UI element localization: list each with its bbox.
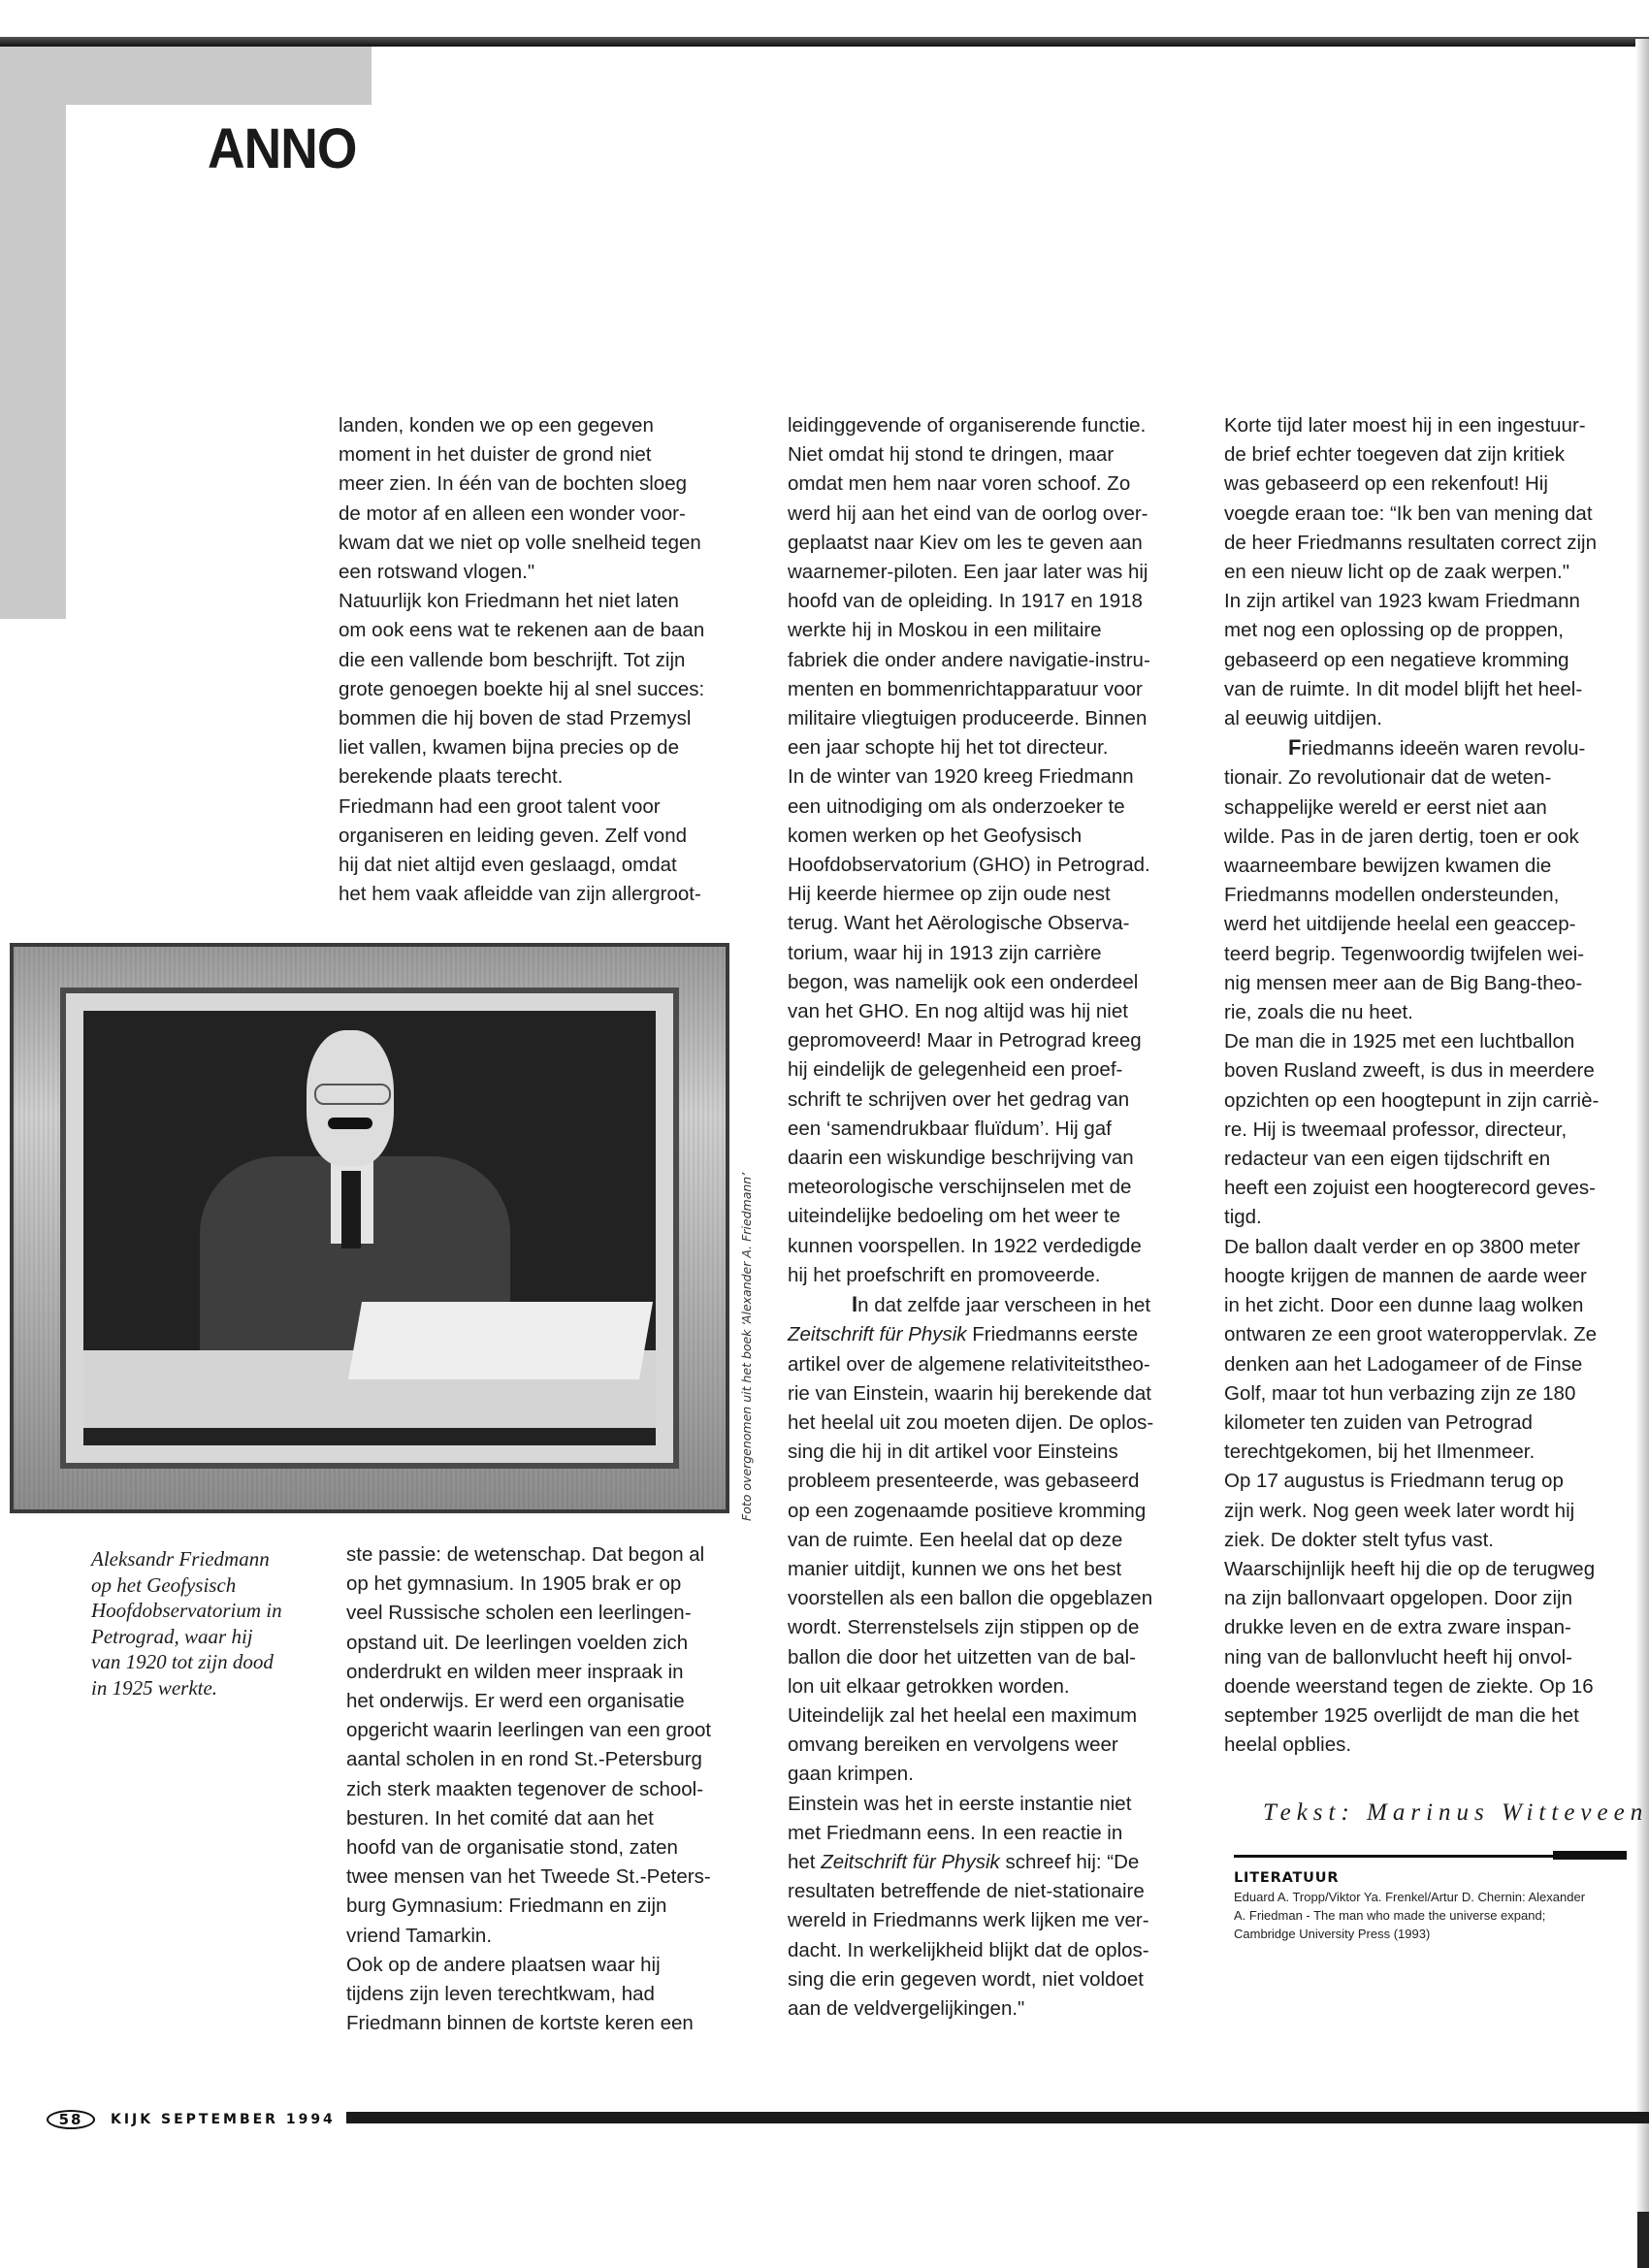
- text-line: hij dat niet altijd even geslaagd, omdat: [339, 854, 677, 877]
- text-line: denken aan het Ladogameer of de Finse: [1224, 1352, 1583, 1376]
- text-line: tionair. Zo revolutionair dat de weten-: [1224, 766, 1552, 790]
- text-line: resultaten betreffende de niet-stationaire: [788, 1880, 1145, 1903]
- text-line: twee mensen van het Tweede St.-Peters-: [346, 1865, 711, 1889]
- text-line: opgericht waarin leerlingen van een groot: [346, 1719, 712, 1742]
- text-line: gaan krimpen.: [788, 1763, 914, 1786]
- text-line: kunnen voorspellen. In 1922 verdedigde: [788, 1234, 1142, 1257]
- column-1-bottom: [346, 1540, 754, 2038]
- text-line: september 1925 overlijdt de man die het: [1224, 1703, 1579, 1727]
- text-line: probleem presenteerde, was gebaseerd: [788, 1470, 1140, 1493]
- text-line: schrift te schrijven over het gedrag van: [788, 1087, 1130, 1111]
- text-line: Friedmanns eerste: [966, 1323, 1139, 1346]
- text-line: leidinggevende of organiserende functie.: [788, 414, 1147, 437]
- text-line: De man die in 1925 met een luchtballon: [1224, 1030, 1575, 1053]
- text-line: organiseren en leiding geven. Zelf vond: [339, 824, 687, 847]
- text-line: sing die erin gegeven wordt, niet voldoet: [788, 1967, 1144, 1991]
- grey-decor-band-top: [0, 47, 372, 105]
- text-line: waarneembare bewijzen kwamen die: [1224, 855, 1552, 878]
- text-line: moment in het duister de grond niet: [339, 443, 652, 467]
- text-line: met nog een oplossing op de proppen,: [1224, 619, 1564, 642]
- text-line: en een nieuw licht op de zaak werpen.": [1224, 561, 1570, 584]
- photo-credit: Foto overgenomen uit het boek ‘Alexander A. Friedmann’: [739, 1172, 754, 1521]
- text-line: schappelijke wereld er eerst niet aan: [1224, 795, 1547, 819]
- text-line: werkte hij in Moskou in een militaire: [788, 619, 1102, 642]
- text-line: rie, zoals die nu heet.: [1224, 1001, 1413, 1024]
- text-line: gebaseerd op een negatieve kromming: [1224, 648, 1569, 671]
- text-line: In de winter van 1920 kreeg Friedmann: [788, 765, 1134, 789]
- text-line: Friedmann binnen de kortste keren een: [346, 2012, 694, 2035]
- text-line: Friedmanns modellen ondersteunden,: [1224, 884, 1560, 907]
- text-line: wordt. Sterrenstelsels zijn stippen op de: [788, 1616, 1140, 1639]
- text-line: manier uitdijt, kunnen we ons het best: [788, 1557, 1122, 1580]
- text-line: berekende plaats terecht.: [339, 765, 564, 789]
- text-line: sing die hij in dit artikel voor Einsteins: [788, 1441, 1118, 1464]
- journal-line-2: [788, 1848, 1195, 1877]
- text-line: burg Gymnasium: Friedmann en zijn: [346, 1895, 667, 1918]
- text-line: nig mensen meer aan de Big Bang-theo-: [1224, 971, 1583, 994]
- page-number: 58: [47, 2110, 95, 2129]
- text-line: onderdrukt en wilden meer inspraak in: [346, 1660, 684, 1683]
- literature-reference: [1234, 1888, 1585, 1943]
- text-line: hoofd van de opleiding. In 1917 en 1918: [788, 590, 1143, 613]
- text-line: Hoofdobservatorium (GHO) in Petrograd.: [788, 854, 1150, 877]
- text-line: aan de veldvergelijkingen.": [788, 1996, 1025, 2020]
- text-line: torium, waar hij in 1913 zijn carrière: [788, 941, 1102, 964]
- text-line: van het GHO. En nog altijd was hij niet: [788, 1000, 1128, 1023]
- text-line: komen werken op het Geofysisch: [788, 824, 1083, 847]
- text-line: besturen. In het comité dat aan het: [346, 1806, 654, 1830]
- text-line: Hij keerde hiermee op zijn oude nest: [788, 883, 1111, 906]
- text-line: een jaar schopte hij het tot directeur.: [788, 736, 1109, 760]
- text-line: opzichten op een hoogtepunt in zijn carriè-: [1224, 1088, 1600, 1112]
- text-line: artikel over de algemene relativiteitstheo-: [788, 1352, 1150, 1376]
- frame-inner: [60, 988, 679, 1469]
- caption-line: op het Geofysisch: [91, 1572, 237, 1597]
- footer-bar: [346, 2112, 1649, 2123]
- text-line: Einstein was het in eerste instantie niet: [788, 1792, 1132, 1815]
- text-line: Golf, maar tot hun verbazing zijn ze 180: [1224, 1381, 1576, 1405]
- text-line: n dat zelfde jaar verscheen in het: [857, 1294, 1151, 1317]
- text-line: tijdens zijn leven terechtkwam, had: [346, 1983, 655, 2006]
- journal-title: Zeitschrift für Physik: [788, 1323, 967, 1346]
- text-line: landen, konden we op een gegeven: [339, 414, 654, 437]
- text-line: veel Russische scholen een leerlingen-: [346, 1602, 692, 1625]
- text-line: een rotswand vlogen.": [339, 561, 535, 584]
- text-line: kwam dat we niet op volle snelheid tegen: [339, 531, 701, 554]
- text-line: op het gymnasium. In 1905 brak er op: [346, 1572, 682, 1596]
- magazine-issue: KIJK SEPTEMBER 1994: [111, 2112, 336, 2127]
- caption-line: Hoofdobservatorium in: [91, 1599, 282, 1622]
- text-line: omdat men hem naar voren schoof. Zo: [788, 472, 1131, 496]
- text-line: wereld in Friedmanns werk lijken me ver-: [788, 1909, 1149, 1932]
- text-line: menten en bommenrichtapparatuur voor: [788, 677, 1143, 700]
- text-line: begon, was namelijk ook een onderdeel: [788, 970, 1139, 993]
- text-line: in het zicht. Door een dunne laag wolken: [1224, 1294, 1584, 1317]
- literature-line: Eduard A. Tropp/Viktor Ya. Frenkel/Artur D. Chernin: Alexander: [1234, 1890, 1586, 1904]
- column-2: [788, 411, 1195, 2024]
- text-line: ballon die door het uitzetten van de bal-: [788, 1645, 1137, 1669]
- text-line: Korte tijd later moest hij in een ingestuur-: [1224, 414, 1586, 437]
- caption-line: Aleksandr Friedmann: [91, 1547, 270, 1571]
- text-line: ontwaren ze een groot wateroppervlak. Ze: [1224, 1323, 1598, 1346]
- text-line: opstand uit. De leerlingen voelden zich: [346, 1631, 689, 1654]
- text-line: teerd begrip. Tegenwoordig twijfelen wei-: [1224, 942, 1585, 965]
- text-line: fabriek die onder andere navigatie-instru-: [788, 648, 1150, 671]
- text-line: van de ruimte. In dit model blijft het heel-: [1224, 677, 1583, 700]
- text-line: lon uit elkaar getrokken worden.: [788, 1674, 1070, 1698]
- text-line: ziek. De dokter stelt tyfus vast.: [1224, 1528, 1494, 1551]
- text-line: het: [788, 1850, 822, 1873]
- text-line: voorstellen als een ballon die opgeblazen: [788, 1587, 1153, 1610]
- literature-line: Cambridge University Press (1993): [1234, 1927, 1431, 1941]
- grey-decor-band-left: [0, 105, 66, 619]
- text-line: De ballon daalt verder en op 3800 meter: [1224, 1235, 1580, 1258]
- photo-figure-glasses: [314, 1084, 391, 1105]
- section-title: ANNO: [208, 117, 357, 180]
- text-line: vriend Tamarkin.: [346, 1924, 493, 1947]
- text-line: met Friedmann eens. In een reactie in: [788, 1821, 1123, 1844]
- text-line: was gebaseerd op een rekenfout! Hij: [1224, 472, 1548, 496]
- text-line: het heelal uit zou moeten dijen. De oplos-: [788, 1410, 1154, 1434]
- text-line: meer zien. In één van de bochten sloeg: [339, 472, 687, 496]
- text-line: terug. Want het Aërologische Observa-: [788, 912, 1130, 935]
- column-1-top: [339, 411, 746, 909]
- text-line: al eeuwig uitdijen.: [1224, 707, 1382, 730]
- text-line: een uitnodiging om als onderzoeker te: [788, 794, 1125, 818]
- text-line: voegde eraan toe: “Ik ben van mening dat: [1224, 502, 1593, 525]
- literature-rule-accent: [1553, 1851, 1627, 1860]
- caption-line: van 1920 tot zijn dood: [91, 1650, 274, 1673]
- text-line: om ook eens wat te rekenen aan de baan: [339, 619, 705, 642]
- text-line: het onderwijs. Er werd een organisatie: [346, 1690, 685, 1713]
- text-line: Waarschijnlijk heeft hij die op de terugweg: [1224, 1557, 1596, 1580]
- text-line: hij het proefschrift en promoveerde.: [788, 1263, 1101, 1286]
- text-line: doende weerstand tegen de ziekte. Op 16: [1224, 1674, 1594, 1698]
- column-3: [1224, 411, 1632, 1760]
- text-line: militaire vliegtuigen produceerde. Binnen: [788, 707, 1148, 730]
- dropcap: I: [852, 1292, 858, 1317]
- text-line: het hem vaak afleidde van zijn allergroot-: [339, 883, 701, 906]
- text-line: Ook op de andere plaatsen waar hij: [346, 1953, 661, 1976]
- text-line: op een zogenaamde positieve kromming: [788, 1499, 1147, 1522]
- dropcap: F: [1288, 735, 1302, 761]
- text-line: zich sterk maakten tegenover de school-: [346, 1777, 704, 1800]
- text-line: tigd.: [1224, 1206, 1262, 1229]
- literature-line: A. Friedman - The man who made the universe expand;: [1234, 1908, 1546, 1923]
- text-line: Uiteindelijk zal het heelal een maximum: [788, 1703, 1138, 1727]
- text-line: Natuurlijk kon Friedmann het niet laten: [339, 590, 679, 613]
- text-line: terechtgekomen, bij het Ilmenmeer.: [1224, 1441, 1536, 1464]
- text-line: riedmanns ideeën waren revolu-: [1301, 737, 1586, 761]
- text-line: dacht. In werkelijkheid blijkt dat de oplos-: [788, 1938, 1149, 1961]
- paragraph-dropcap-line: [1224, 733, 1632, 763]
- text-line: werd hij aan het eind van de oorlog over-: [788, 502, 1148, 525]
- text-line: re. Hij is tweemaal professor, directeur,: [1224, 1118, 1568, 1141]
- top-rule: [0, 37, 1649, 47]
- text-line: gepromoveerd! Maar in Petrograd kreeg: [788, 1029, 1142, 1053]
- text-line: Friedmann had een groot talent voor: [339, 794, 661, 818]
- text-line: uiteindelijke bedoeling om het weer te: [788, 1205, 1121, 1228]
- text-line: de brief echter toegeven dat zijn kritiek: [1224, 443, 1565, 467]
- text-line: waarnemer-piloten. Een jaar later was hij: [788, 561, 1148, 584]
- caption-line: in 1925 werkte.: [91, 1675, 218, 1700]
- text-line: hoofd van de organisatie stond, zaten: [346, 1836, 678, 1860]
- text-line: Niet omdat hij stond te dringen, maar: [788, 443, 1115, 467]
- text-line: heeft een zojuist een hoogterecord geves-: [1224, 1177, 1596, 1200]
- portrait-photo: [83, 1011, 656, 1445]
- page-edge-dark: [1637, 2212, 1649, 2268]
- text-line: zijn werk. Nog geen week later wordt hij: [1224, 1499, 1575, 1522]
- text-line: omvang bereiken en vervolgens weer: [788, 1733, 1118, 1757]
- portrait-photo-frame: [10, 943, 729, 1513]
- text-line: redacteur van een eigen tijdschrift en: [1224, 1148, 1551, 1171]
- photo-papers: [348, 1302, 653, 1379]
- text-line: ning van de ballonvlucht heeft hij onvol-: [1224, 1645, 1572, 1669]
- photo-figure-moustache: [328, 1118, 372, 1129]
- paragraph-dropcap-line: [788, 1290, 1195, 1320]
- text-line: ste passie: de wetenschap. Dat begon al: [346, 1543, 705, 1566]
- text-line: drukke leven en de extra zware inspan-: [1224, 1616, 1571, 1639]
- text-line: boven Rusland zweeft, is dus in meerdere: [1224, 1059, 1595, 1083]
- author-signature: Tekst: Marinus Witteveen: [1263, 1799, 1649, 1826]
- text-line: na zijn ballonvaart opgelopen. Door zijn: [1224, 1587, 1572, 1610]
- text-line: aantal scholen in en rond St.-Petersburg: [346, 1748, 702, 1771]
- text-line: kilometer ten zuiden van Petrograd: [1224, 1410, 1533, 1434]
- text-line: bommen die hij boven de stad Przemysl: [339, 707, 692, 730]
- page-edge-shadow: [1635, 39, 1649, 2268]
- text-line: de motor af en alleen een wonder voor-: [339, 502, 686, 525]
- journal-title: Zeitschrift für Physik: [821, 1850, 1000, 1873]
- text-line: meteorologische verschijnselen met de: [788, 1176, 1132, 1199]
- photo-caption: [91, 1546, 282, 1701]
- text-line: wilde. Pas in de jaren dertig, toen er ook: [1224, 825, 1579, 848]
- text-line: rie van Einstein, waarin hij berekende dat: [788, 1381, 1151, 1405]
- text-line: heelal opblies.: [1224, 1733, 1352, 1757]
- photo-figure-tie: [341, 1171, 361, 1248]
- text-line: de heer Friedmanns resultaten correct zijn: [1224, 531, 1597, 554]
- page-footer: [47, 2107, 336, 2132]
- text-line: schreef hij: “De: [999, 1850, 1140, 1873]
- text-line: daarin een wiskundige beschrijving van: [788, 1147, 1134, 1170]
- text-line: In zijn artikel van 1923 kwam Friedmann: [1224, 590, 1580, 613]
- text-line: hij eindelijk de gelegenheid een proef-: [788, 1058, 1123, 1082]
- text-line: van de ruimte. Een heelal dat op deze: [788, 1528, 1123, 1551]
- text-line: grote genoegen boekte hij al snel succes:: [339, 677, 705, 700]
- text-line: hoogte krijgen de mannen de aarde weer: [1224, 1264, 1587, 1287]
- text-line: werd het uitdijende heelal een geaccep-: [1224, 913, 1576, 936]
- literature-heading: LITERATUUR: [1234, 1870, 1340, 1886]
- text-line: geplaatst naar Kiev om les te geven aan: [788, 531, 1143, 554]
- text-line: die een vallende bom beschrijft. Tot zijn: [339, 648, 686, 671]
- text-line: Op 17 augustus is Friedmann terug op: [1224, 1470, 1564, 1493]
- text-line: een ‘samendrukbaar fluïdum’. Hij gaf: [788, 1117, 1112, 1140]
- text-line: liet vallen, kwamen bijna precies op de: [339, 736, 679, 760]
- journal-line: [788, 1320, 1195, 1349]
- caption-line: Petrograd, waar hij: [91, 1624, 253, 1648]
